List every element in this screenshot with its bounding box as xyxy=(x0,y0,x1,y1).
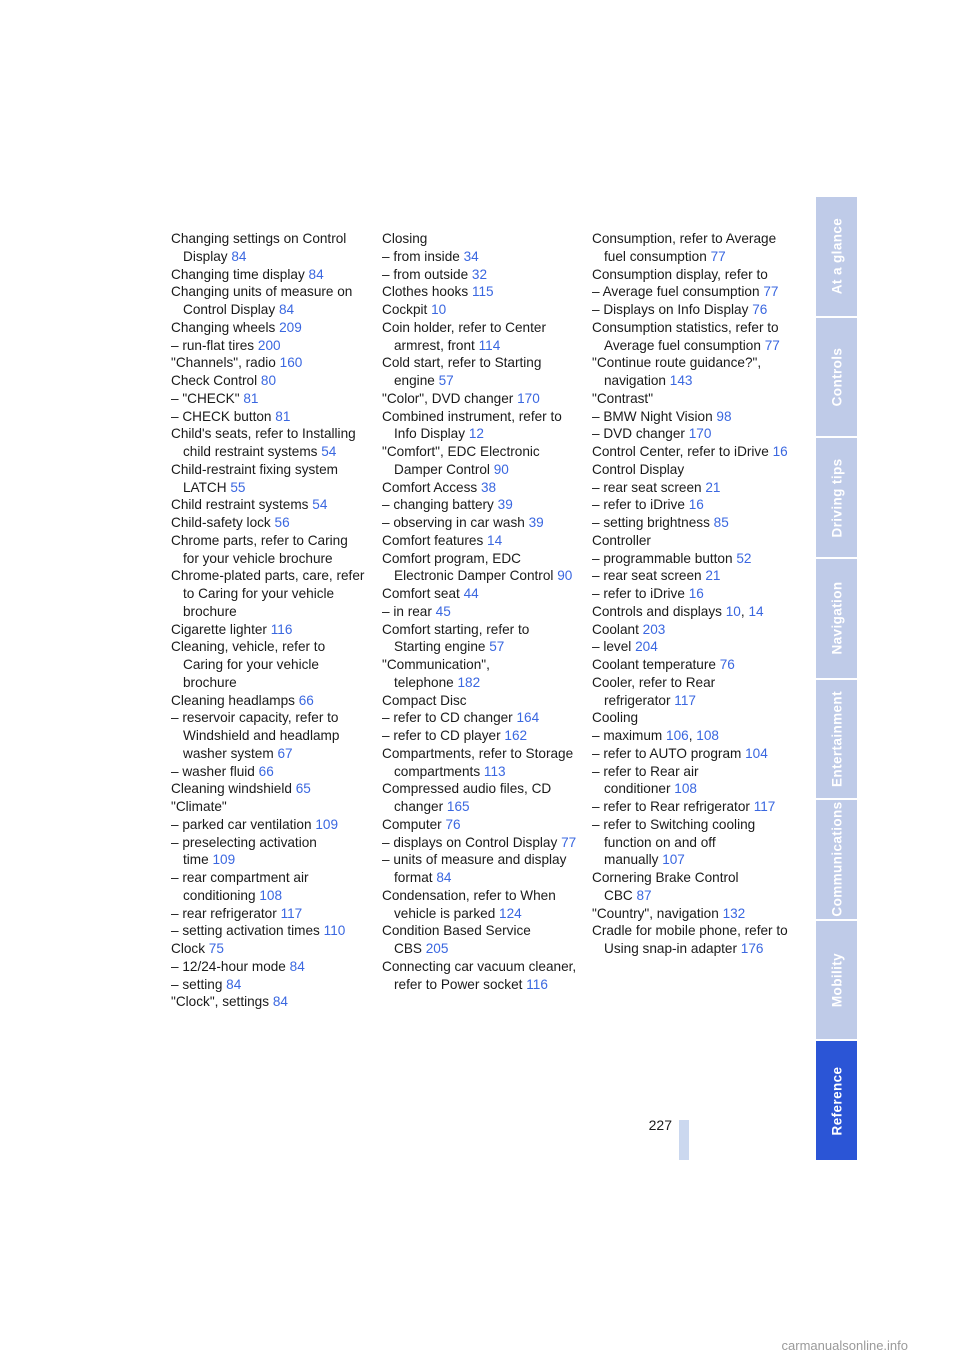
index-term: Consumption display, refer to xyxy=(592,266,768,282)
page-reference-link[interactable]: 182 xyxy=(457,674,481,690)
index-entry xyxy=(171,390,367,408)
index-term: – setting brightness xyxy=(592,515,710,530)
page-reference-link[interactable]: 109 xyxy=(212,852,236,868)
index-entry xyxy=(592,745,788,763)
index-entry xyxy=(592,283,788,301)
index-term: Cooler, refer to Rear refrigerator xyxy=(592,674,716,708)
index-entry xyxy=(592,354,788,390)
index-term: "Channels", radio xyxy=(171,355,276,371)
index-term: – in rear xyxy=(382,603,432,619)
index-entry xyxy=(382,922,578,958)
page-reference-link[interactable]: 14 xyxy=(487,532,503,548)
page-reference-link[interactable]: 21 xyxy=(705,568,721,584)
index-entry xyxy=(171,905,367,923)
index-term: Cold start, refer to Starting engine xyxy=(382,355,542,388)
page-reference-link[interactable]: 117 xyxy=(753,799,776,814)
index-term: – run-flat tires xyxy=(171,337,255,353)
index-entry: – maximum 106, 108 xyxy=(592,728,719,743)
index-term: "Climate" xyxy=(171,799,227,814)
page-reference-link[interactable]: 57 xyxy=(489,639,505,655)
page-reference-link[interactable]: 205 xyxy=(425,941,449,956)
page-reference-link[interactable]: 124 xyxy=(499,905,522,921)
index-entry xyxy=(592,425,788,443)
index-entry xyxy=(171,780,367,798)
page-reference-link[interactable]: 108 xyxy=(696,728,719,743)
index-entry xyxy=(171,638,367,691)
page-reference-link[interactable]: 87 xyxy=(636,887,652,903)
index-term: "Communication", telephone xyxy=(382,657,490,690)
index-entry xyxy=(382,692,578,710)
page-reference-link[interactable]: 38 xyxy=(480,479,497,495)
index-entry xyxy=(382,301,578,319)
page-reference-link[interactable]: 143 xyxy=(669,373,693,388)
page-reference-link[interactable]: 54 xyxy=(312,497,328,513)
index-term: Condition Based Service CBS xyxy=(382,923,531,956)
index-term: Coolant xyxy=(592,621,639,637)
page-reference-link[interactable]: 84 xyxy=(272,994,288,1010)
index-term: – setting activation times xyxy=(171,923,320,939)
index-term: "Contrast" xyxy=(592,390,654,406)
section-tab-label: At a glance xyxy=(829,218,844,295)
index-term: Control Center, refer to iDrive xyxy=(592,444,769,459)
section-tab-mobility[interactable] xyxy=(816,921,857,1042)
index-term: – refer to AUTO program xyxy=(592,745,742,761)
page-reference-link[interactable]: 113 xyxy=(483,763,506,779)
page-reference-link[interactable]: 14 xyxy=(748,603,764,619)
page-reference-link[interactable]: 77 xyxy=(764,337,780,353)
index-term: Comfort seat xyxy=(382,586,460,601)
index-term: Compact Disc xyxy=(382,692,467,708)
index-term: Consumption statistics, refer to Average fuel consumption xyxy=(592,319,779,353)
index-term: Changing settings on Control Display xyxy=(171,231,347,264)
page-reference-link[interactable]: 110 xyxy=(323,923,346,939)
index-entry xyxy=(171,532,367,568)
index-entry xyxy=(171,816,367,834)
index-term: Comfort starting, refer to Starting engine xyxy=(382,621,530,655)
page-reference-link[interactable]: 34 xyxy=(463,248,479,264)
section-tab-communications[interactable] xyxy=(816,800,857,921)
page-reference-link[interactable]: 162 xyxy=(504,728,528,743)
index-term: – parked car ventilation xyxy=(171,816,312,832)
page-reference-link[interactable]: 21 xyxy=(705,479,721,495)
page-reference-link[interactable]: 109 xyxy=(315,816,339,832)
index-term: – level xyxy=(592,639,632,655)
page-reference-link[interactable]: 204 xyxy=(635,639,658,655)
index-term: Child-safety lock xyxy=(171,515,271,530)
index-term: Coin holder, refer to Center armrest, front xyxy=(382,319,546,353)
index-term: – rear seat screen xyxy=(592,568,702,584)
index-term: – reservoir capacity, refer to Windshield and headlamp washer system xyxy=(171,710,340,761)
page-number: 227 xyxy=(648,1117,672,1133)
index-entry xyxy=(382,408,578,444)
page-reference-link[interactable]: 10 xyxy=(725,603,741,619)
page-reference-link[interactable]: 32 xyxy=(471,266,488,282)
index-entry xyxy=(382,532,578,550)
page-reference-link[interactable]: 65 xyxy=(295,781,311,797)
index-term: – Displays on Info Display xyxy=(592,302,749,317)
page-reference-link[interactable]: 76 xyxy=(752,302,768,317)
page-reference-link[interactable]: 67 xyxy=(277,745,293,761)
index-term: – refer to iDrive xyxy=(592,497,685,513)
index-term: Cleaning, vehicle, refer to Caring for your vehicle brochure xyxy=(171,639,326,690)
index-entry xyxy=(382,585,578,603)
page-reference-link[interactable]: 57 xyxy=(438,373,454,388)
page-reference-link[interactable]: 132 xyxy=(722,905,746,921)
index-entry xyxy=(171,230,367,266)
page-reference-link[interactable]: 98 xyxy=(716,408,732,424)
page-reference-link[interactable]: 90 xyxy=(493,461,509,477)
page-reference-link[interactable]: 107 xyxy=(662,852,685,868)
page-reference-link[interactable]: 52 xyxy=(736,550,752,566)
index-term: Cigarette lighter xyxy=(171,621,267,637)
index-entry xyxy=(592,674,788,710)
section-tab-label: Mobility xyxy=(829,952,844,1008)
index-term: – programmable button xyxy=(592,550,733,566)
section-tab-label: Controls xyxy=(829,347,844,407)
index-term: "Clock", settings xyxy=(171,994,270,1010)
index-term: Chrome parts, refer to Caring for your vehicle brochure xyxy=(171,532,348,566)
index-term: – rear seat screen xyxy=(592,479,702,495)
page-reference-link[interactable]: 76 xyxy=(719,657,735,672)
page-reference-link[interactable]: 85 xyxy=(713,515,729,530)
index-column-1 xyxy=(171,230,367,1011)
index-entry xyxy=(171,319,367,337)
page-reference-link[interactable]: 117 xyxy=(674,692,696,708)
section-tab-label: Communications xyxy=(829,801,844,917)
page-reference-link[interactable]: 66 xyxy=(258,763,274,779)
index-entry xyxy=(592,496,788,514)
index-term: Condensation, refer to When vehicle is parked xyxy=(382,887,556,921)
page-reference-link[interactable]: 84 xyxy=(289,958,305,974)
page-reference-link[interactable]: 108 xyxy=(674,781,697,797)
index-term: – BMW Night Vision xyxy=(592,408,713,424)
page-reference-link[interactable]: 116 xyxy=(270,621,293,637)
index-entry xyxy=(171,869,367,905)
index-entry xyxy=(382,319,578,355)
index-term: Computer xyxy=(382,816,442,832)
page-reference-link[interactable]: 80 xyxy=(260,373,277,388)
index-entry xyxy=(171,621,367,639)
index-term: – refer to CD player xyxy=(382,728,501,743)
index-entry xyxy=(592,816,788,869)
index-entry xyxy=(592,266,788,284)
index-term: Cleaning windshield xyxy=(171,781,292,797)
page-reference-link[interactable]: 84 xyxy=(226,976,242,992)
index-term: Cradle for mobile phone, refer to Using snap-in adapter xyxy=(592,923,788,956)
page-reference-link[interactable]: 176 xyxy=(740,941,764,956)
page-reference-link[interactable]: 170 xyxy=(688,426,712,442)
index-term: Clothes hooks xyxy=(382,284,469,300)
index-term: – refer to Rear air conditioner xyxy=(592,763,699,797)
index-entry xyxy=(592,763,788,799)
index-entry xyxy=(592,390,788,408)
page-reference-link[interactable]: 55 xyxy=(230,479,246,495)
index-term: Closing xyxy=(382,231,428,246)
index-entry xyxy=(171,958,367,976)
page-reference-link[interactable]: 45 xyxy=(435,603,451,619)
page-reference-link[interactable]: 77 xyxy=(710,248,726,264)
page-reference-link[interactable]: 39 xyxy=(497,497,513,513)
index-entry xyxy=(382,266,578,284)
section-tab-label: Entertainment xyxy=(829,690,844,787)
index-term: – Average fuel consumption xyxy=(592,284,760,300)
index-term: – displays on Control Display xyxy=(382,834,558,850)
index-entry xyxy=(592,461,788,479)
index-term: Changing time display xyxy=(171,266,305,282)
index-entry xyxy=(592,798,788,816)
index-term: – rear compartment air conditioning xyxy=(171,870,309,903)
index-term: Comfort features xyxy=(382,532,484,548)
index-term: Child restraint systems xyxy=(171,497,309,513)
page-reference-link[interactable]: 10 xyxy=(431,302,447,317)
index-term: Child's seats, refer to Installing child restraint systems xyxy=(171,426,356,459)
index-entry xyxy=(592,514,788,532)
index-entry xyxy=(592,479,788,497)
page-reference-link[interactable]: 39 xyxy=(528,515,544,530)
index-entry xyxy=(171,283,367,319)
page-reference-link[interactable]: 165 xyxy=(446,799,470,814)
page-reference-link[interactable]: 170 xyxy=(517,390,540,406)
index-entry xyxy=(171,461,367,497)
index-term: Cleaning headlamps xyxy=(171,692,295,708)
page-reference-link[interactable]: 90 xyxy=(557,568,573,584)
index-term: – from inside xyxy=(382,248,460,264)
index-term: "Continue route guidance?", navigation xyxy=(592,355,762,388)
index-entry xyxy=(592,656,788,674)
index-term: – CHECK button xyxy=(171,408,272,424)
index-entry xyxy=(171,372,367,390)
index-term: Coolant temperature xyxy=(592,657,716,672)
index-entry xyxy=(171,496,367,514)
index-term: – "CHECK" xyxy=(171,390,240,406)
index-term: – refer to Switching cooling function on and off manually xyxy=(592,816,756,868)
index-term: – rear refrigerator xyxy=(171,905,277,921)
index-entry xyxy=(382,390,578,408)
index-entry xyxy=(592,408,788,426)
page-reference-link[interactable]: 117 xyxy=(280,905,303,921)
index-entry xyxy=(592,869,788,905)
index-entry xyxy=(382,514,578,532)
index-entry xyxy=(592,922,788,958)
index-entry xyxy=(382,816,578,834)
index-term: Connecting car vacuum cleaner, refer to Power socket xyxy=(382,958,577,992)
index-entry xyxy=(382,550,578,586)
page-reference-link[interactable]: 209 xyxy=(279,319,302,335)
index-term: Clock xyxy=(171,941,205,956)
page-reference-link[interactable]: 84 xyxy=(436,870,452,885)
page-reference-link[interactable]: 108 xyxy=(259,887,283,903)
index-entry xyxy=(171,709,367,762)
page-reference-link[interactable]: 114 xyxy=(478,337,501,353)
index-term: "Comfort", EDC Electronic Damper Control xyxy=(382,444,540,477)
index-term: Controls and displays xyxy=(592,603,722,619)
page-number-bar xyxy=(679,1120,689,1160)
page-reference-link[interactable]: 66 xyxy=(298,692,314,708)
index-entry xyxy=(171,834,367,870)
page-reference-link[interactable]: 104 xyxy=(745,745,768,761)
index-entry xyxy=(171,337,367,355)
page-reference-link[interactable]: 12 xyxy=(468,426,484,442)
index-term: Cornering Brake Control CBC xyxy=(592,870,739,903)
index-entry xyxy=(592,638,788,656)
index-entry xyxy=(592,905,788,923)
section-tab-navigation[interactable] xyxy=(816,559,857,680)
index-term: Combined instrument, refer to Info Display xyxy=(382,408,562,442)
page-reference-link[interactable]: 164 xyxy=(516,710,540,726)
index-term: Child-restraint fixing system LATCH xyxy=(171,461,338,495)
page-reference-link[interactable]: 54 xyxy=(321,444,337,459)
index-entry xyxy=(171,922,367,940)
index-entry xyxy=(171,408,367,426)
index-term: Compressed audio files, CD changer xyxy=(382,781,552,814)
index-entry xyxy=(171,514,367,532)
page-reference-link[interactable]: 16 xyxy=(688,497,704,513)
index-entry xyxy=(382,443,578,479)
index-term: – washer fluid xyxy=(171,763,255,779)
index-entry xyxy=(592,709,788,727)
page-reference-link[interactable]: 77 xyxy=(561,834,577,850)
index-entry xyxy=(382,727,578,745)
index-entry xyxy=(171,798,367,816)
index-term: Changing wheels xyxy=(171,319,276,335)
index-entry xyxy=(171,763,367,781)
index-term: Cockpit xyxy=(382,302,428,317)
index-column-3 xyxy=(592,230,788,958)
index-entry xyxy=(382,958,578,994)
index-entry xyxy=(592,567,788,585)
index-entry xyxy=(171,266,367,284)
page-reference-link[interactable]: 115 xyxy=(471,284,494,300)
index-column-2 xyxy=(382,230,578,993)
page-reference-link[interactable]: 84 xyxy=(278,302,295,317)
index-term: – DVD changer xyxy=(592,426,685,442)
index-entry xyxy=(382,621,578,657)
index-term: Control Display xyxy=(592,461,685,477)
index-term: Check Control xyxy=(171,373,258,388)
index-term: – from outside xyxy=(382,266,469,282)
index-entry xyxy=(592,550,788,568)
section-tab-entertainment[interactable] xyxy=(816,680,857,801)
page-reference-link[interactable]: 106 xyxy=(666,728,689,743)
section-tab-driving-tips[interactable] xyxy=(816,438,857,559)
index-entry xyxy=(382,656,578,692)
index-entry xyxy=(382,887,578,923)
section-tabs-sidebar xyxy=(816,197,857,1160)
index-term: Compartments, refer to Storage compartments xyxy=(382,745,574,779)
index-entry xyxy=(382,745,578,781)
section-tab-label: Navigation xyxy=(829,581,844,655)
index-entry xyxy=(592,621,788,639)
index-term: "Color", DVD changer xyxy=(382,390,514,406)
section-tab-controls[interactable] xyxy=(816,318,857,439)
index-term: "Country", navigation xyxy=(592,905,719,921)
index-entry xyxy=(382,496,578,514)
page-reference-link[interactable]: 16 xyxy=(688,586,704,601)
index-term: Chrome-plated parts, care, refer to Caring for your vehicle brochure xyxy=(171,568,365,619)
index-term: – setting xyxy=(171,976,223,992)
index-term: Comfort program, EDC Electronic Damper Control xyxy=(382,550,554,584)
index-entry xyxy=(592,301,788,319)
index-entry xyxy=(382,354,578,390)
page-reference-link[interactable]: 116 xyxy=(526,976,548,992)
index-entry xyxy=(171,425,367,461)
index-entry xyxy=(171,993,367,1011)
page-reference-link[interactable]: 44 xyxy=(463,586,479,601)
index-entry xyxy=(171,567,367,620)
section-tab-label: Driving tips xyxy=(829,458,844,538)
index-entry xyxy=(171,940,367,958)
page-reference-link[interactable]: 160 xyxy=(279,355,303,371)
section-tab-label: Reference xyxy=(829,1066,844,1136)
index-term: Cooling xyxy=(592,710,639,726)
index-term: Changing units of measure on Control Display xyxy=(171,284,353,317)
page-reference-link[interactable]: 76 xyxy=(445,816,461,832)
index-term: – units of measure and display format xyxy=(382,852,567,885)
index-entry xyxy=(382,230,578,248)
page-reference-link[interactable]: 84 xyxy=(308,266,324,282)
index-entry xyxy=(592,443,788,461)
index-term: – observing in car wash xyxy=(382,515,525,530)
index-entry xyxy=(382,248,578,266)
index-term: – preselecting activation time xyxy=(171,834,317,868)
page-reference-link[interactable]: 84 xyxy=(231,248,247,264)
page-reference-link[interactable]: 16 xyxy=(772,444,788,459)
index-term: – refer to CD changer xyxy=(382,710,513,726)
index-entry xyxy=(382,283,578,301)
page-reference-link[interactable]: 77 xyxy=(763,284,779,300)
section-tab-at-a-glance[interactable] xyxy=(816,197,857,318)
index-entry xyxy=(592,532,788,550)
index-term: – 12/24-hour mode xyxy=(171,958,286,974)
section-tab-reference[interactable] xyxy=(816,1041,857,1160)
index-entry xyxy=(171,692,367,710)
index-term: – changing battery xyxy=(382,497,494,513)
page-reference-link[interactable]: 203 xyxy=(642,621,666,637)
index-term: – refer to iDrive xyxy=(592,586,685,601)
watermark-text: carmanualsonline.info xyxy=(781,1338,908,1353)
index-term: Comfort Access xyxy=(382,479,478,495)
index-term: – maximum xyxy=(592,728,663,743)
index-term: – refer to Rear refrigerator xyxy=(592,799,750,814)
index-entry: Controls and displays 10, 14 xyxy=(592,603,764,619)
index-entry xyxy=(382,851,578,887)
index-entry xyxy=(382,479,578,497)
page-reference-link[interactable]: 81 xyxy=(275,408,291,424)
index-entry xyxy=(382,834,578,852)
page-reference-link[interactable]: 200 xyxy=(257,337,281,353)
page-reference-link[interactable]: 75 xyxy=(208,941,224,956)
index-entry xyxy=(382,709,578,727)
watermark xyxy=(0,1338,960,1353)
index-entry xyxy=(171,976,367,994)
page-reference-link[interactable]: 56 xyxy=(274,515,290,530)
page-reference-link[interactable]: 81 xyxy=(243,390,259,406)
index-entry xyxy=(592,230,788,266)
index-entry xyxy=(382,780,578,816)
index-entry xyxy=(382,603,578,621)
index-entry xyxy=(592,319,788,355)
index-term: Consumption, refer to Average fuel consumption xyxy=(592,231,777,264)
index-entry xyxy=(592,585,788,603)
index-term: Controller xyxy=(592,532,651,548)
index-entry xyxy=(171,354,367,372)
